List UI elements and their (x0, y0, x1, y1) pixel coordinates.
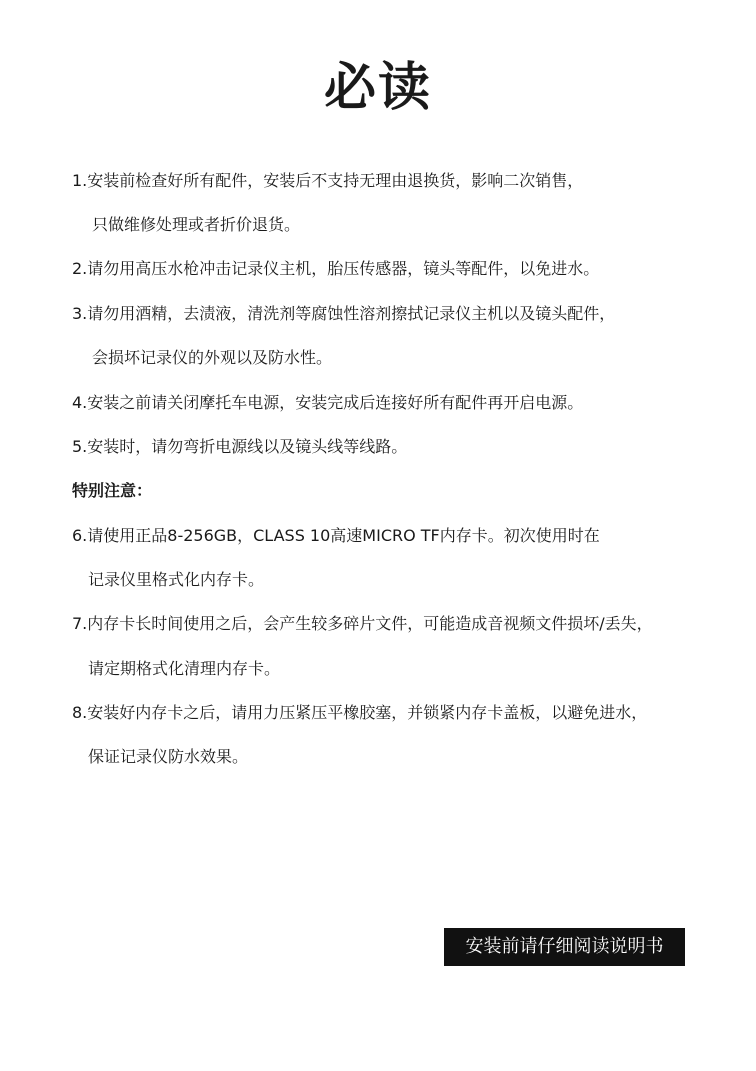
note-line-1-cont: 只做维修处理或者折价退货。 (92, 215, 301, 234)
special-note-7-cont: 请定期格式化清理内存卡。 (88, 659, 281, 678)
special-note-7: 7.内存卡长时间使用之后，会产生较多碎片文件，可能造成音视频文件损坏/丢失， (72, 614, 653, 633)
note-line-3-cont: 会损坏记录仪的外观以及防水性。 (92, 348, 333, 367)
note-line-3: 3.请勿用酒精，去渍液，清洗剂等腐蚀性溶剂擦拭记录仪主机以及镜头配件， (72, 304, 616, 323)
note-line-1: 1.安装前检查好所有配件，安装后不支持无理由退换货，影响二次销售， (72, 171, 584, 190)
note-line-2: 2.请勿用高压水枪冲击记录仪主机，胎压传感器，镜头等配件，以免进水。 (72, 259, 600, 278)
note-line-5: 5.安装时，请勿弯折电源线以及镜头线等线路。 (72, 437, 408, 456)
page-title: 必读 (323, 58, 432, 118)
special-note-6-cont: 记录仪里格式化内存卡。 (88, 570, 265, 589)
note-line-4: 4.安装之前请关闭摩托车电源，安装完成后连接好所有配件再开启电源。 (72, 393, 584, 412)
read-manual-badge: 安装前请仔细阅读说明书 (444, 928, 685, 966)
special-note-8-cont: 保证记录仪防水效果。 (88, 747, 249, 766)
special-note-8: 8.安装好内存卡之后，请用力压紧压平橡胶塞，并锁紧内存卡盖板，以避免进水， (72, 703, 648, 722)
special-heading: 特别注意： (72, 481, 153, 500)
special-note-6: 6.请使用正品8-256GB，CLASS 10高速MICRO TF内存卡。初次使用时在 (72, 526, 600, 545)
